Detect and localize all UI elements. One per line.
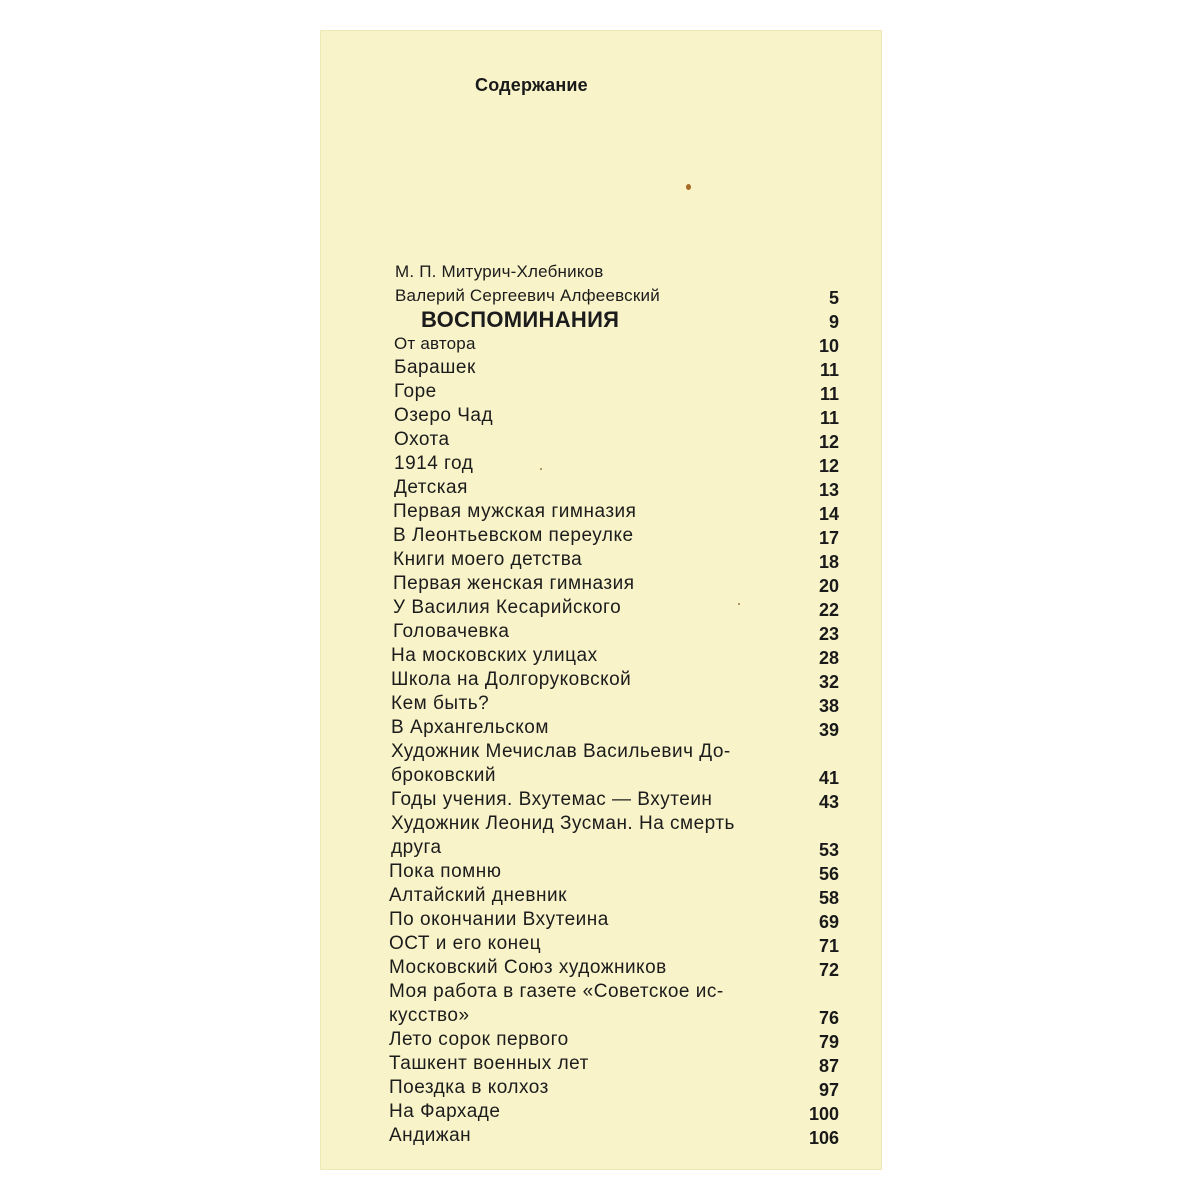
toc-entry-title: Пока помню (389, 861, 502, 882)
toc-entry-title: Горе (394, 381, 437, 402)
toc-entry-page-number: 79 (818, 1032, 839, 1052)
toc-entry-page-number: 9 (828, 312, 839, 332)
toc-entry-title: броковский (391, 765, 497, 786)
toc-entry-page-number: 20 (818, 576, 839, 596)
toc-entry-title: Алтайский дневник (389, 885, 567, 906)
toc-entry-title: Моя работа в газете «Советское ис- (389, 981, 724, 1002)
toc-entry (320, 740, 882, 764)
toc-entry (320, 404, 882, 428)
toc-entry-title: От автора (394, 334, 476, 353)
toc-entry-page-number: 32 (818, 672, 839, 692)
toc-entry (320, 908, 882, 932)
toc-entry (320, 956, 882, 980)
toc-entry-title: По окончании Вхутеина (389, 909, 609, 930)
toc-entry-page-number: 12 (818, 456, 839, 476)
toc-entry-title: Детская (394, 477, 468, 498)
toc-entry (320, 476, 882, 500)
toc-entry (320, 764, 882, 788)
toc-entry (320, 716, 882, 740)
toc-entry-page-number: 11 (819, 408, 839, 428)
toc-entry-page-number: 17 (818, 528, 839, 548)
toc-entry (320, 500, 882, 524)
toc-entry (320, 524, 882, 548)
toc-entry (320, 884, 882, 908)
toc-entry (320, 596, 882, 620)
toc-entry-page-number: 12 (818, 432, 839, 452)
toc-entry-title: Головачевка (393, 621, 510, 642)
toc-entry-title: На Фархаде (389, 1101, 501, 1122)
toc-entry-title: Книги моего детства (393, 549, 583, 570)
toc-entry-page-number: 69 (818, 912, 839, 932)
toc-entry-title: Школа на Долгоруковской (391, 669, 632, 690)
toc-entry-title: Московский Союз художников (389, 957, 667, 978)
book-page (320, 30, 882, 1170)
toc-entry-title: Кем быть? (391, 693, 490, 714)
toc-entry (320, 452, 882, 476)
toc-entry-title: Поездка в колхоз (389, 1077, 549, 1098)
toc-entry-title: Ташкент военных лет (389, 1053, 589, 1074)
toc-entry-page-number: 56 (818, 864, 839, 884)
toc-entry-title: ВОСПОМИНАНИЯ (421, 307, 620, 332)
toc-entry-page-number: 87 (818, 1056, 839, 1076)
toc-entry (320, 620, 882, 644)
toc-entry (320, 668, 882, 692)
toc-entry-page-number: 10 (818, 336, 839, 356)
toc-entry (320, 260, 882, 284)
toc-entry (320, 1028, 882, 1052)
toc-entry (320, 932, 882, 956)
toc-entry-page-number: 72 (818, 960, 839, 980)
contents-heading: Содержание (475, 75, 588, 95)
toc-entry-title: У Василия Кесарийского (393, 597, 622, 618)
toc-entry (320, 644, 882, 668)
toc-entry-page-number: 76 (818, 1008, 839, 1028)
toc-entry-title: В Архангельском (391, 717, 549, 738)
toc-entry-page-number: 22 (818, 600, 839, 620)
toc-entry (320, 1100, 882, 1124)
toc-entry-page-number: 28 (818, 648, 839, 668)
toc-entry (320, 836, 882, 860)
toc-entry-page-number: 58 (818, 888, 839, 908)
toc-entry (320, 356, 882, 380)
toc-entry-title: Художник Мечислав Васильевич До- (391, 741, 731, 762)
toc-entry-page-number: 5 (828, 288, 839, 308)
toc-entry-title: Художник Леонид Зусман. На смерть (391, 813, 735, 834)
toc-entry (320, 1124, 882, 1148)
toc-entry (320, 332, 882, 356)
toc-entry (320, 1004, 882, 1028)
toc-entry (320, 1076, 882, 1100)
toc-entry-title: друга (391, 837, 442, 858)
toc-entry (320, 548, 882, 572)
toc-entry-title: Лето сорок первого (389, 1029, 569, 1050)
paper-speck (686, 184, 691, 190)
toc-entry (320, 1052, 882, 1076)
toc-entry-page-number: 43 (818, 792, 839, 812)
toc-entry-page-number: 13 (818, 480, 839, 500)
toc-entry-page-number: 14 (818, 504, 839, 524)
toc-entry-title: На московских улицах (391, 645, 598, 666)
toc-entry-page-number: 11 (819, 384, 839, 404)
toc-entry-page-number: 53 (818, 840, 839, 860)
toc-entry-page-number: 11 (819, 360, 839, 380)
toc-entry-title: М. П. Митурич-Хлебников (395, 262, 604, 281)
toc-entry-title: Первая женская гимназия (393, 573, 635, 594)
toc-entry-page-number: 41 (818, 768, 839, 788)
toc-entry-title: В Леонтьевском переулке (393, 525, 634, 546)
toc-entry (320, 572, 882, 596)
toc-entry-title: Охота (394, 429, 450, 450)
toc-entry (320, 980, 882, 1004)
toc-entry-title: 1914 год (394, 453, 474, 474)
toc-entry-title: Барашек (394, 357, 476, 378)
toc-entry-page-number: 100 (808, 1104, 839, 1124)
toc-entry (320, 860, 882, 884)
toc-entry (320, 692, 882, 716)
toc-entry-title: ОСТ и его конец (389, 933, 542, 954)
toc-entry (320, 380, 882, 404)
toc-entry (320, 788, 882, 812)
toc-entry-title: кусство» (389, 1005, 470, 1026)
toc-entry (320, 308, 882, 332)
toc-entry-page-number: 106 (808, 1128, 839, 1148)
toc-entry (320, 812, 882, 836)
toc-entry (320, 428, 882, 452)
toc-entry-title: Первая мужская гимназия (393, 501, 637, 522)
toc-entry-page-number: 39 (818, 720, 839, 740)
toc-entry-page-number: 97 (818, 1080, 839, 1100)
toc-entry (320, 284, 882, 308)
toc-entry-page-number: 18 (818, 552, 839, 572)
toc-entry-page-number: 23 (818, 624, 839, 644)
toc-entry-title: Андижан (389, 1125, 472, 1146)
toc-entry-page-number: 38 (818, 696, 839, 716)
toc-entry-title: Озеро Чад (394, 405, 494, 426)
toc-entry-title: Валерий Сергеевич Алфеевский (395, 286, 660, 305)
toc-entry-page-number: 71 (818, 936, 839, 956)
toc-entry-title: Годы учения. Вхутемас — Вхутеин (391, 789, 713, 810)
